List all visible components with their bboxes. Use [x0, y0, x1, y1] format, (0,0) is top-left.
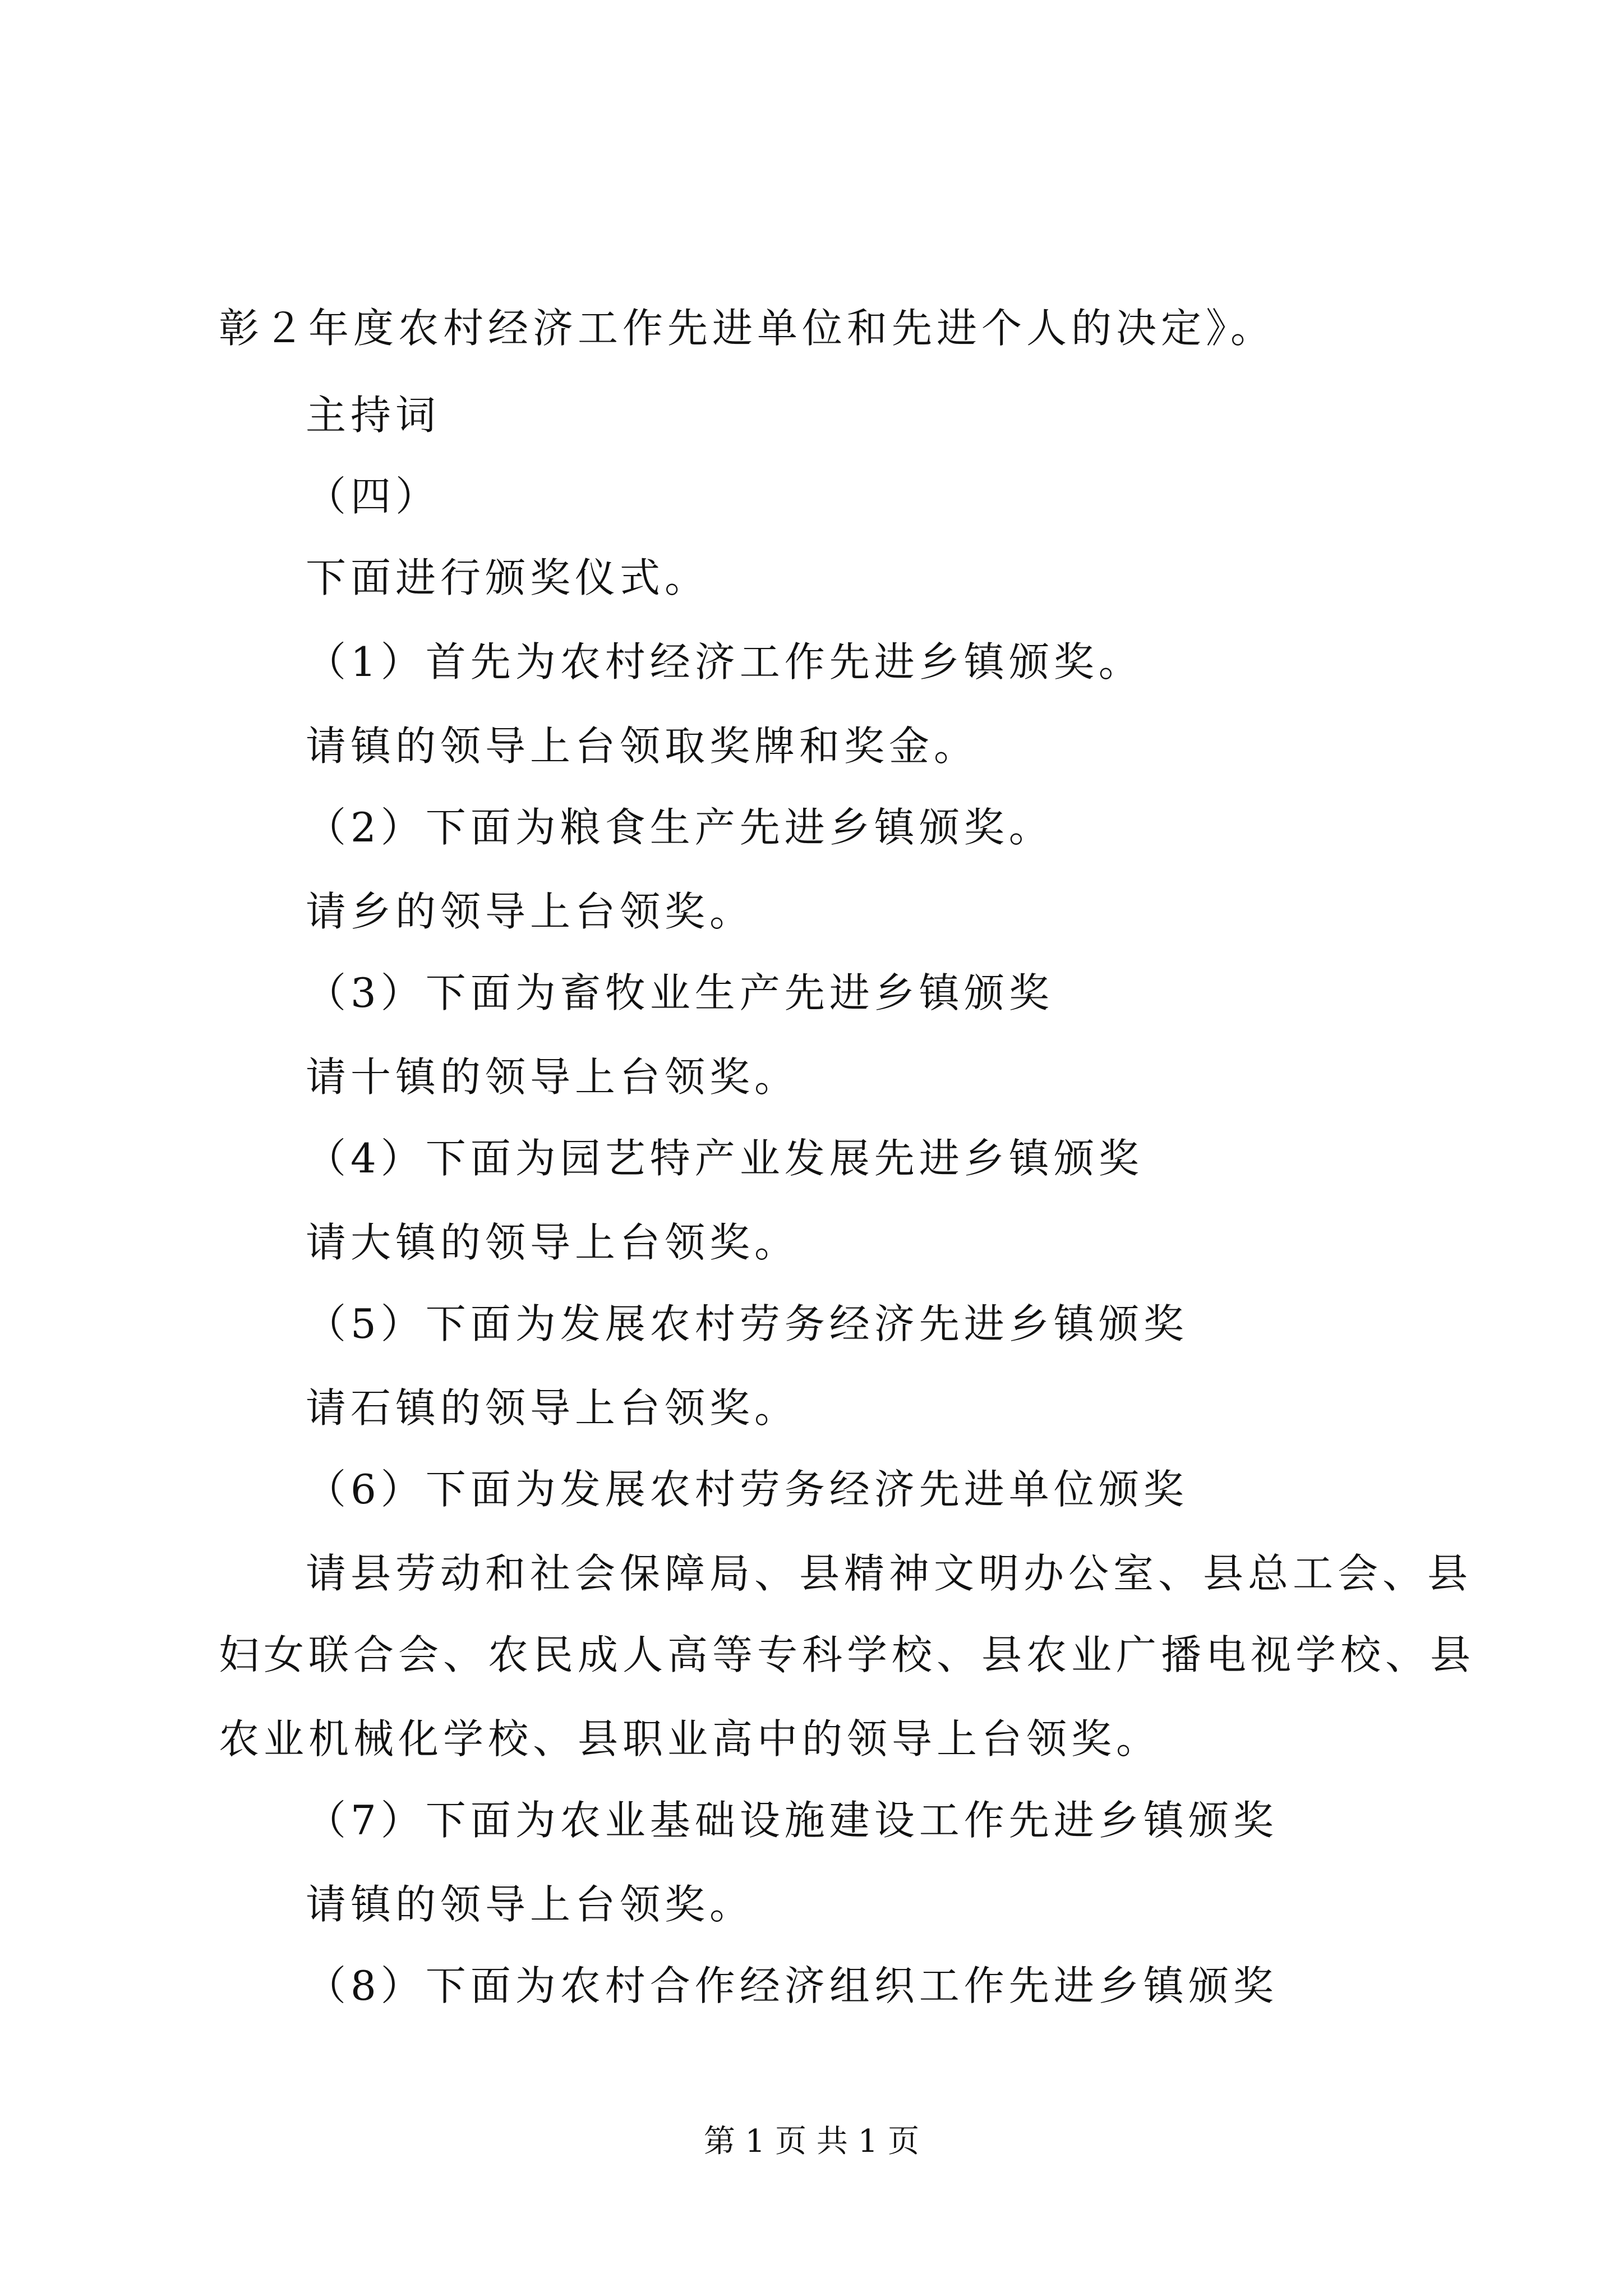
body-line-6: 请镇的领导上台领取奖牌和奖金。 [306, 723, 979, 770]
body-line-2: 主持词 [306, 392, 441, 439]
body-line-3: （四） [306, 473, 441, 520]
body-line-8: 请乡的领导上台领奖。 [306, 888, 755, 935]
body-line-11: （4）下面为园艺特产业发展先进乡镇颁奖 [306, 1135, 1144, 1182]
body-line-9: （3）下面为畜牧业生产先进乡镇颁奖 [306, 969, 1054, 1016]
page-footer: 第 1 页 共 1 页 [703, 2123, 920, 2160]
body-line-14: 请石镇的领导上台领奖。 [306, 1384, 800, 1432]
body-line-18: 农业机械化学校、县职业高中的领导上台领奖。 [219, 1715, 1161, 1763]
body-line-7: （2）下面为粮食生产先进乡镇颁奖。 [306, 804, 1054, 851]
body-line-20: 请镇的领导上台领奖。 [306, 1881, 755, 1928]
body-line-21: （8）下面为农村合作经济组织工作先进乡镇颁奖 [306, 1962, 1278, 2009]
body-line-1: 彰２年度农村经济工作先进单位和先进个人的决定》。 [219, 305, 1276, 352]
body-line-4: 下面进行颁奖仪式。 [306, 554, 710, 601]
body-line-5: （1）首先为农村经济工作先进乡镇颁奖。 [306, 638, 1144, 685]
body-line-12: 请大镇的领导上台领奖。 [306, 1219, 800, 1266]
body-line-10: 请十镇的领导上台领奖。 [306, 1053, 800, 1101]
body-line-13: （5）下面为发展农村劳务经济先进乡镇颁奖 [306, 1300, 1188, 1347]
body-line-16: 请县劳动和社会保障局、县精神文明办公室、县总工会、县 [306, 1550, 1473, 1597]
body-line-19: （7）下面为农业基础设施建设工作先进乡镇颁奖 [306, 1797, 1278, 1844]
body-line-15: （6）下面为发展农村劳务经济先进单位颁奖 [306, 1466, 1188, 1513]
body-line-17: 妇女联合会、农民成人高等专科学校、县农业广播电视学校、县 [219, 1631, 1476, 1678]
